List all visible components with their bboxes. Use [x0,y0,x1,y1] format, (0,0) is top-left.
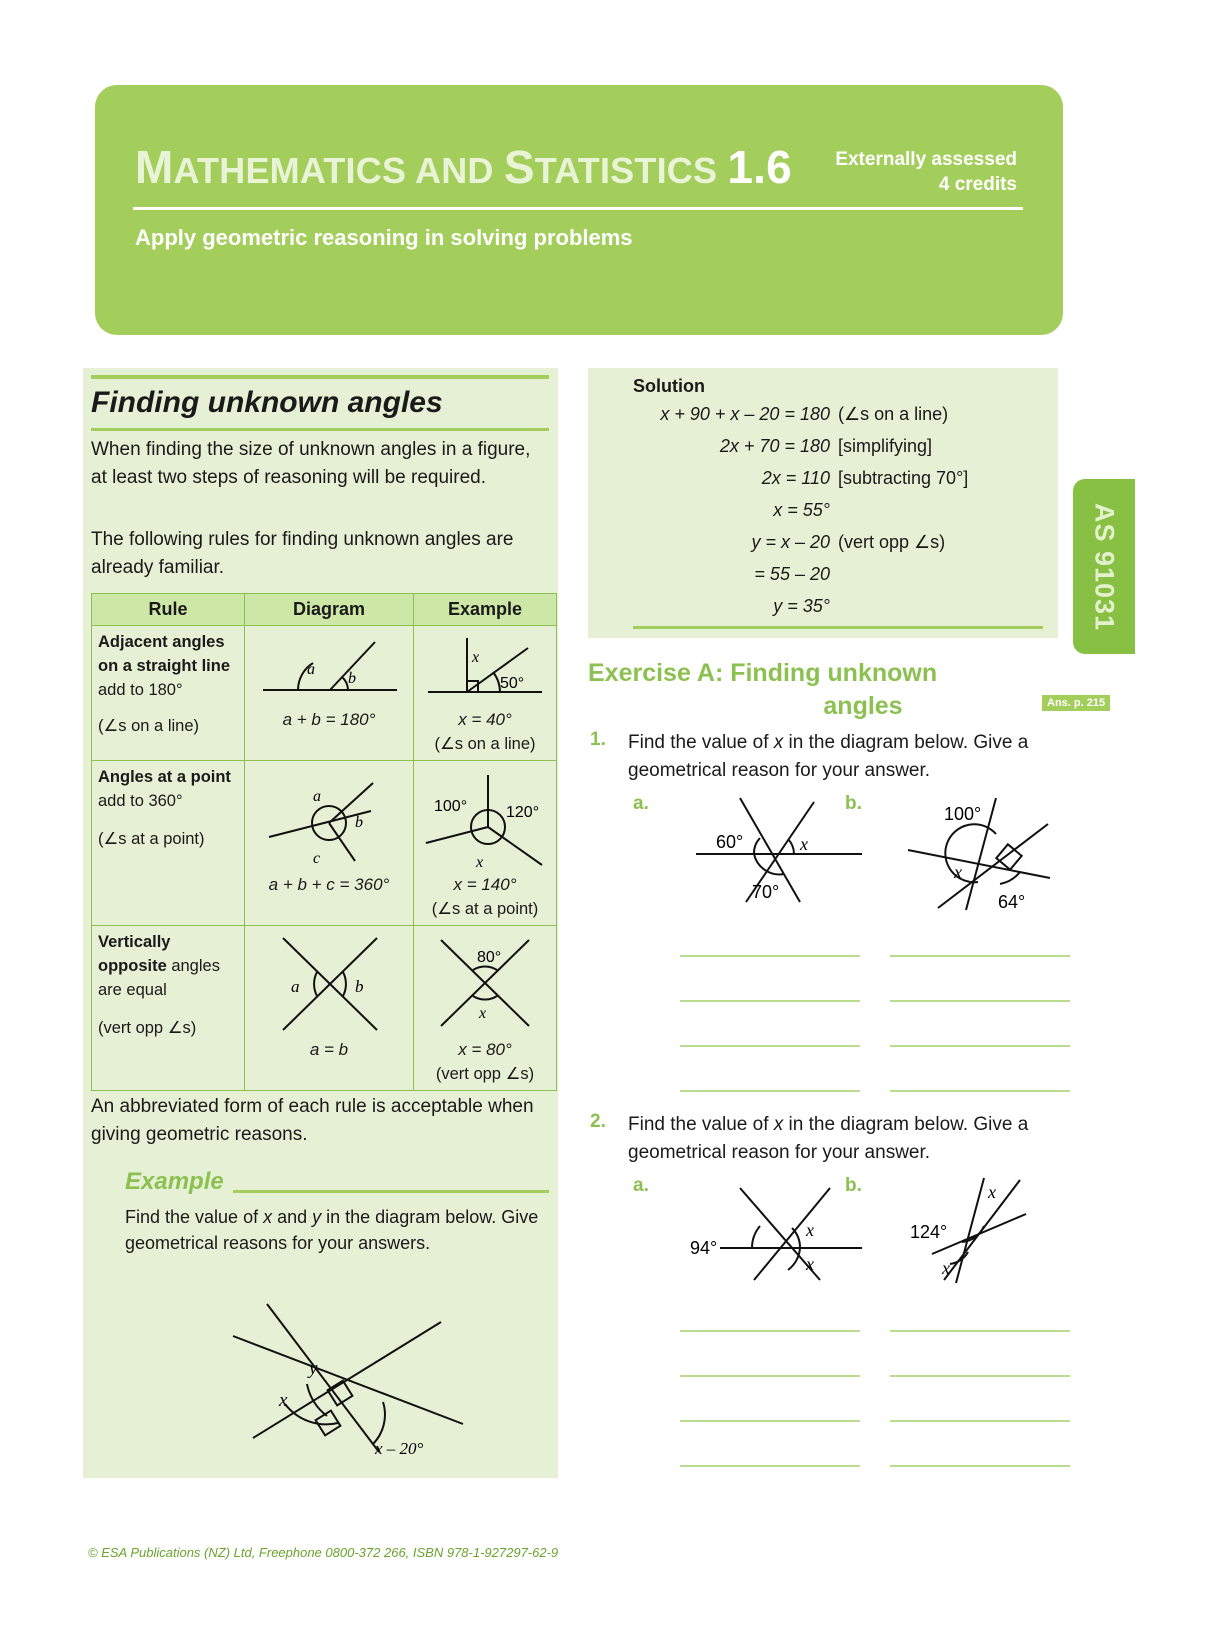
section-rule-top [91,375,549,379]
label-124deg: 124° [910,1222,948,1242]
label-x-minus-20: x – 20° [375,1439,424,1458]
after-table-paragraph: An abbreviated form of each rule is acceptable when giving geometric reasons. [91,1096,534,1145]
solution-panel [588,368,1058,638]
exercise-title [588,657,1058,723]
label-x: x [472,649,480,666]
example-cell-vertical [414,926,557,1091]
title-number: 1.6 [727,141,792,193]
solution-lhs-4: x = 55° [773,500,830,520]
label-a: a [313,788,321,805]
title-rest-2: TATISTICS [534,150,728,191]
answer-line[interactable] [890,1420,1070,1422]
label-b: b [355,977,364,996]
answer-page-badge: Ans. p. 215 [1042,695,1110,711]
rule-rest-text: angles are equal [98,957,220,999]
question-1b-label: b. [845,793,862,814]
example-question-text: Find the value of x and y in the diagram below. Give geometrical reasons for your answers. [125,1207,539,1253]
answer-line[interactable] [890,1045,1070,1047]
answer-line[interactable] [680,1330,860,1332]
rule-reason: (vert opp ∠s) [98,1019,197,1037]
solution-lhs-2: 2x + 70 = 180 [719,436,830,456]
solution-lhs-6: = 55 – 20 [754,564,830,584]
solution-title: Solution [633,376,705,396]
label-b: b [348,670,356,687]
label-a: a [307,661,315,678]
angles-at-point-diagram [251,765,409,873]
footer-copyright: © ESA Publications (NZ) Ltd, Freephone 0800-372 266, ISBN 978-1-927297-62-9 [88,1545,559,1560]
example-equation: x = 80° [458,1040,512,1059]
answer-line[interactable] [890,1465,1070,1467]
label-100deg: 100° [434,798,468,815]
label-60deg: 60° [716,832,744,852]
label-x-lower: x [806,1254,814,1274]
solution-lhs-5: y = x – 20 [751,532,830,552]
label-x: x [279,1390,288,1411]
question-2a-diagram [690,1168,865,1283]
rule-reason: (∠s at a point) [98,830,205,848]
table-row [92,926,557,1091]
label-x: x [954,862,962,882]
diagram-cell-point [245,761,414,926]
example-angle-diagram [223,1278,503,1458]
title-cap-m: M [135,141,174,193]
label-120deg: 120° [506,804,540,821]
diagram-equation: a = b [309,1040,349,1059]
label-94deg: 94° [690,1238,718,1258]
angles-at-point-example [420,765,554,873]
rule-rest-text: add to 360° [98,792,183,810]
label-64deg: 64° [998,892,1026,912]
rules-table [91,593,557,1091]
header-banner [95,85,1063,335]
question-number-2: 2. [590,1111,606,1132]
page-title [135,140,792,194]
label-50deg: 50° [500,675,525,692]
title-cap-s: S [503,141,535,193]
answer-line[interactable] [680,1045,860,1047]
example-heading [125,1168,549,1198]
example-label: Example [125,1168,224,1195]
example-reason: (vert opp ∠s) [435,1065,535,1083]
label-y: y [309,1358,318,1379]
rule-rest-text: add to 180° [98,681,183,699]
answer-line[interactable] [890,1000,1070,1002]
question-number-1: 1. [590,729,606,750]
exercise-title-line1: Exercise A: Finding unknown [588,659,938,687]
question-text-2: Find the value of x in the diagram below. Give a geometrical reason for your answer. [628,1114,1029,1163]
answer-line[interactable] [890,1090,1070,1092]
rule-bold-text: Vertically opposite [98,933,171,975]
banner-divider [133,207,1023,210]
answer-line[interactable] [680,1375,860,1377]
label-x: x [479,1005,487,1022]
solution-lhs-7: y = 35° [773,596,830,616]
exercise-title-line2: angles [823,692,903,720]
example-reason: (∠s at a point) [431,900,539,918]
header-rule: Rule [92,594,245,626]
label-70deg: 70° [752,882,780,902]
answer-line[interactable] [680,1465,860,1467]
table-header-row [92,594,557,626]
question-2b-label: b. [845,1175,862,1196]
example-cell-adjacent [414,626,557,761]
diagram-equation: a + b + c = 360° [268,875,390,894]
label-100deg: 100° [944,804,982,824]
rule-bold-text: Angles at a point [98,768,231,786]
section-rule-bottom [91,428,549,431]
standard-code-tab [1073,479,1135,654]
label-x-lower: x [942,1258,950,1278]
label-c: c [313,850,321,867]
rule-bold-text: Adjacent angles on a straight line [98,633,231,675]
example-equation: x = 40° [458,710,512,729]
label-80deg: 80° [477,949,502,966]
answer-line[interactable] [680,1090,860,1092]
solution-rhs-1: (∠s on a line) [838,404,949,424]
solution-rhs-2: [simplifying] [838,436,933,456]
example-heading-rule [233,1190,549,1193]
diagram-cell-vertical [245,926,414,1091]
adjacent-example-diagram [420,630,550,708]
answer-line[interactable] [680,955,860,957]
assessment-info [835,147,1017,197]
banner-subtitle: Apply geometric reasoning in solving problems [135,225,633,250]
adjacent-angle-diagram [251,630,409,708]
solution-rhs-3: [subtracting 70°] [838,468,969,488]
label-b: b [355,814,363,831]
question-text-1: Find the value of x in the diagram below. Give a geometrical reason for your answer. [628,732,1029,781]
credits-count: 4 credits [938,174,1017,195]
solution-rhs-5: (vert opp ∠s) [838,532,946,552]
vertically-opposite-example [425,930,545,1038]
question-1a-label: a. [633,793,649,814]
table-row [92,626,557,761]
answer-line[interactable] [680,1000,860,1002]
diagram-cell-adjacent [245,626,414,761]
title-rest-1: ATHEMATICS AND [173,150,504,191]
label-x-upper: x [806,1220,814,1240]
label-x: x [800,834,808,854]
header-example: Example [414,594,557,626]
question-1a-diagram [690,788,865,908]
rule-cell-vertical [92,926,245,1091]
label-a: a [291,977,300,996]
left-content-panel [83,368,558,1478]
intro-paragraph-1: When finding the size of unknown angles in a figure, at least two steps of reasoning will be required. [91,439,531,488]
vertically-opposite-diagram [251,930,409,1038]
answer-line[interactable] [680,1420,860,1422]
label-x: x [476,854,484,871]
intro-paragraph-2: The following rules for finding unknown angles are already familiar. [91,529,514,578]
rule-reason: (∠s on a line) [98,717,199,735]
solution-lhs-3: 2x = 110 [761,468,830,488]
question-1b-diagram [900,788,1070,913]
rule-cell-point [92,761,245,926]
example-reason: (∠s on a line) [434,735,536,753]
example-equation: x = 140° [453,875,517,894]
example-cell-point [414,761,557,926]
table-row [92,761,557,926]
solution-lhs-1: x + 90 + x – 20 = 180 [660,404,830,424]
answer-line[interactable] [890,955,1070,957]
question-2b-diagram [910,1168,1070,1288]
rule-cell-adjacent [92,626,245,761]
answer-line[interactable] [890,1375,1070,1377]
question-2a-label: a. [633,1175,649,1196]
diagram-equation: a + b = 180° [282,710,376,729]
label-x-upper: x [988,1182,996,1202]
assessment-type: Externally assessed [835,149,1017,170]
answer-line[interactable] [890,1330,1070,1332]
solution-divider [633,626,1043,629]
standard-code-label: AS 91031 [1089,502,1120,631]
header-diagram: Diagram [245,594,414,626]
section-title: Finding unknown angles [91,386,443,419]
